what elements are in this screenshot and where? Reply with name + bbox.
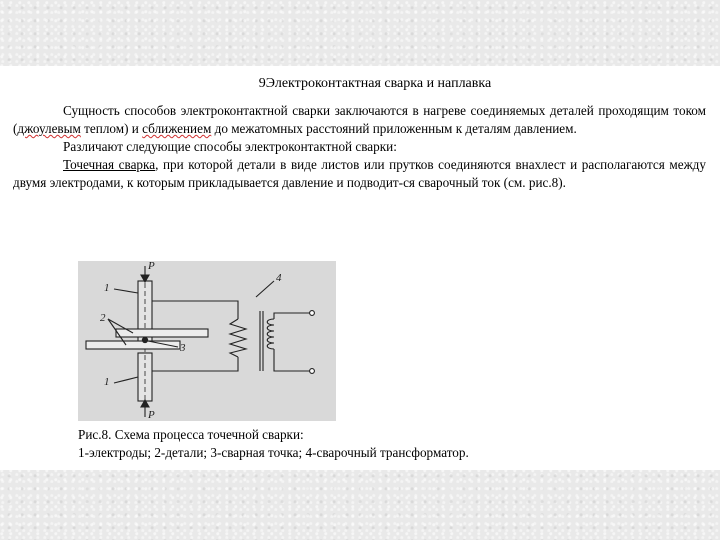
spot-welding-diagram — [78, 261, 336, 421]
leader-1-bottom — [114, 377, 138, 383]
section-title: 9Электроконтактная сварка и наплавка — [258, 76, 492, 91]
paragraph-essence: Сущность способов электроконтактной сварки заключаются в нагреве соединяемых деталей проходящим током (джоулевым теплом) и сближением до межатомных расстояний приложенным к деталям давлением. — [13, 103, 706, 136]
primary-lead-top — [274, 313, 310, 319]
figure-caption — [78, 426, 469, 462]
leader-1-top — [114, 289, 138, 293]
paragraph-spot-welding: Точечная сварка, при которой детали в виде листов или прутков соединяются внахлест и располагаются между двумя электродами, к которым прикладывается давление и подводит-ся сварочный ток (см. рис.8). — [13, 157, 706, 190]
term-spot-welding: Точечная сварка — [63, 157, 156, 172]
wire-bottom — [152, 357, 238, 371]
weld-point — [142, 337, 147, 342]
label-p-bottom: P — [148, 409, 155, 421]
upper-part — [116, 329, 208, 337]
primary-coil — [267, 319, 274, 349]
leader-4 — [256, 281, 274, 297]
caption-title: Рис.8. Схема процесса точечной сварки: — [78, 427, 304, 442]
terminal-top — [310, 311, 315, 316]
terminal-bottom — [310, 369, 315, 374]
label-2: 2 — [100, 312, 106, 324]
label-p-top: P — [148, 261, 155, 272]
label-4: 4 — [276, 272, 282, 284]
underlined-word: джоулевым — [17, 121, 81, 136]
paragraph-methods: Различают следующие способы электроконтактной сварки: — [63, 139, 397, 154]
diagram-svg — [78, 261, 336, 421]
label-1-top: 1 — [104, 282, 110, 294]
wire-top — [152, 301, 238, 319]
bottom-electrode — [138, 353, 152, 401]
body-text — [13, 102, 706, 192]
primary-lead-bottom — [274, 349, 310, 371]
label-1-bottom: 1 — [104, 376, 110, 388]
caption-legend: 1-электроды; 2-детали; 3-сварная точка; 4-сварочный трансформатор. — [78, 445, 469, 460]
label-3: 3 — [180, 342, 186, 354]
underlined-word: сближением — [142, 121, 212, 136]
document-page — [0, 66, 720, 470]
secondary-winding — [230, 319, 246, 357]
